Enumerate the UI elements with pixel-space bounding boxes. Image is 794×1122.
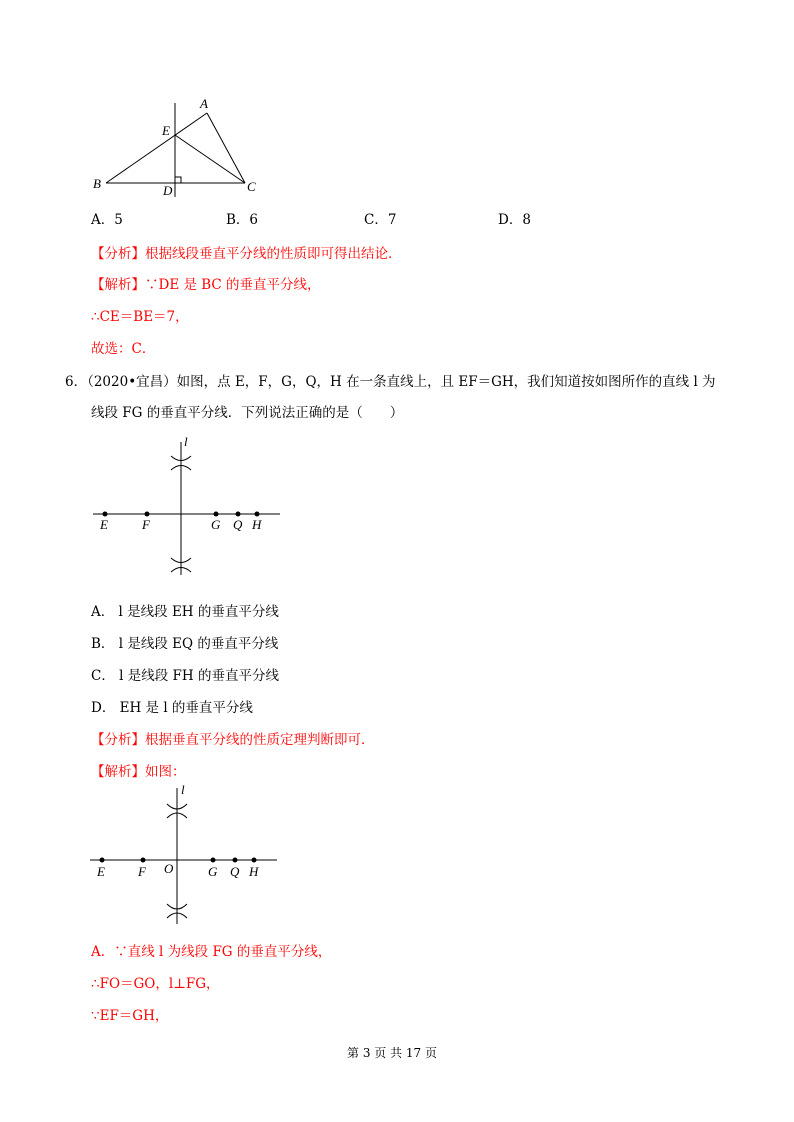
label-l: l [184, 434, 188, 449]
point-H [252, 858, 257, 863]
label-C: C [247, 179, 256, 194]
q6-option-b: B． l 是线段 EQ 的垂直平分线 [91, 636, 279, 652]
label-E: E [97, 864, 105, 879]
point-H [255, 512, 260, 517]
label-G: G [208, 864, 218, 879]
page-footer: 第 3 页 共 17 页 [347, 1046, 437, 1060]
point-Q [233, 858, 238, 863]
segment-AC [207, 113, 245, 183]
label-O: O [164, 861, 174, 876]
label-D: D [163, 183, 173, 198]
label-E: E [162, 123, 170, 138]
label-l: l [181, 782, 185, 797]
q5-solution-line3: 故选：C． [91, 341, 156, 357]
segment-BA [106, 113, 207, 183]
q5-option-c: C．7 [364, 212, 397, 228]
label-F: F [142, 517, 150, 532]
point-F [145, 512, 150, 517]
q6-solution-intro: 【解析】如图： [91, 764, 186, 780]
label-H: H [252, 517, 262, 532]
q6-stem-line2: 线段 FG 的垂直平分线．下列说法正确的是（ ） [91, 405, 404, 421]
q6-analysis: 【分析】根据垂直平分线的性质定理判断即可． [91, 732, 375, 748]
q6-option-d: D． EH 是 l 的垂直平分线 [91, 700, 253, 716]
q5-analysis: 【分析】根据线段垂直平分线的性质即可得出结论． [91, 246, 402, 262]
q5-option-a: A．5 [91, 212, 123, 228]
q6-solution-line2: ∴FO＝GO，l⊥FG， [91, 976, 220, 992]
label-A: A [200, 96, 208, 111]
point-Q [236, 512, 241, 517]
label-F: F [138, 864, 146, 879]
q6-option-c: C． l 是线段 FH 的垂直平分线 [91, 668, 279, 684]
q5-solution-line2: ∴CE＝BE＝7， [91, 309, 189, 325]
segment-EC [175, 135, 245, 183]
q6-stem-line1: 6．（2020•宜昌）如图，点 E，F，G，Q，H 在一条直线上，且 EF＝GH，我们知道按如图所作的直线 l 为 [65, 374, 716, 390]
q6-option-a: A． l 是线段 EH 的垂直平分线 [91, 604, 279, 620]
label-Q: Q [233, 517, 243, 532]
point-F [141, 858, 146, 863]
q6-solution-line1: A．∵直线 l 为线段 FG 的垂直平分线， [91, 944, 332, 960]
q5-solution-line1: 【解析】∵DE 是 BC 的垂直平分线， [91, 277, 321, 293]
triangle-figure [85, 90, 275, 205]
point-G [214, 512, 219, 517]
right-angle-mark [175, 177, 181, 183]
q6-solution-line3: ∵EF＝GH， [91, 1008, 169, 1024]
label-B: B [93, 176, 101, 191]
point-G [211, 858, 216, 863]
label-E: E [100, 517, 108, 532]
label-G: G [211, 517, 221, 532]
point-E [100, 858, 105, 863]
q5-option-b: B．6 [226, 212, 259, 228]
label-Q: Q [230, 864, 240, 879]
q5-option-d: D．8 [498, 212, 531, 228]
number-line-figure [88, 432, 288, 582]
label-H: H [249, 864, 259, 879]
solution-figure [85, 780, 285, 930]
point-E [103, 512, 108, 517]
